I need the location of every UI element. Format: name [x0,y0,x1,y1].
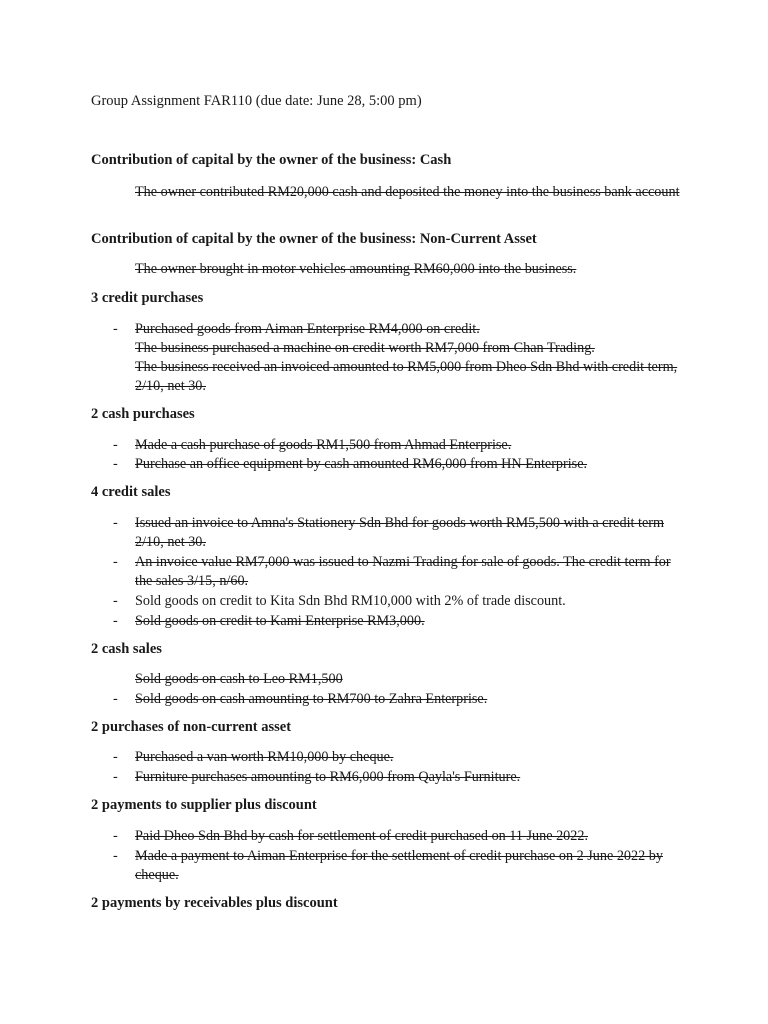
list-item-text: Sold goods on cash amounting to RM700 to Zahra Enterprise. [135,691,488,707]
list-item [113,592,683,611]
document-title: Group Assignment FAR110 (due date: June 28, 5:00 pm) [91,93,422,109]
list-item-text: Made a payment to Aiman Enterprise for the settlement of credit purchase on 2 June 2022 by cheque. [135,848,663,883]
list-item [113,768,683,787]
list-bullet: - [113,437,118,453]
list-item-text: Made a cash purchase of goods RM1,500 from Ahmad Enterprise. [135,437,512,453]
list-item [113,260,683,279]
list-item-text: Sold goods on credit to Kami Enterprise RM3,000. [135,613,425,629]
section-heading: 3 credit purchases [91,290,204,306]
list-bullet: - [113,593,118,609]
list-item-text: The owner brought in motor vehicles amounting RM60,000 into the business. [135,261,577,277]
list-item-text: The owner contributed RM20,000 cash and deposited the money into the business bank account [135,184,680,200]
section-heading: Contribution of capital by the owner of the business: Non-Current Asset [91,231,537,247]
section-heading: 2 payments by receivables plus discount [91,895,338,911]
list-item [113,514,683,551]
list-item-text: Purchased goods from Aiman Enterprise RM4,000 on credit. [135,321,480,337]
list-bullet: - [113,848,118,864]
list-item [113,320,683,339]
list-bullet: - [113,554,118,570]
list-item-text: An invoice value RM7,000 was issued to Nazmi Trading for sale of goods. The credit term for the sales 3/15, n/60. [135,554,671,589]
list-item [113,339,683,358]
list-bullet: - [113,613,118,629]
section-heading: 4 credit sales [91,484,171,500]
list-item [113,690,683,709]
list-item-text: Issued an invoice to Amna's Stationery Sdn Bhd for goods worth RM5,500 with a credit term 2/10, net 30. [135,515,665,550]
list-item-text: Sold goods on credit to Kita Sdn Bhd RM10,000 with 2% of trade discount. [135,593,566,609]
list-item [113,358,683,395]
section-heading: 2 cash sales [91,641,162,657]
list-item [113,827,683,846]
list-item [113,670,683,689]
list-item [113,553,683,590]
list-item [113,183,683,202]
list-item-text: Sold goods on cash to Leo RM1,500 [135,671,343,687]
list-bullet: - [113,769,118,785]
list-item-text: The business received an invoiced amounted to RM5,000 from Dheo Sdn Bhd with credit term, 2/10, net 30. [135,359,678,394]
section-heading: Contribution of capital by the owner of the business: Cash [91,152,452,168]
list-bullet: - [113,828,118,844]
list-item-text: Paid Dheo Sdn Bhd by cash for settlement of credit purchased on 11 June 2022. [135,828,588,844]
list-bullet: - [113,749,118,765]
list-item [113,847,683,884]
list-bullet: - [113,515,118,531]
section-heading: 2 purchases of non-current asset [91,719,292,735]
list-item-text: Purchased a van worth RM10,000 by cheque. [135,749,394,765]
section-heading: 2 payments to supplier plus discount [91,797,317,813]
list-bullet: - [113,456,118,472]
list-item [113,748,683,767]
list-item [113,455,683,474]
list-bullet: - [113,321,118,337]
list-item-text: Purchase an office equipment by cash amounted RM6,000 from HN Enterprise. [135,456,588,472]
list-bullet: - [113,691,118,707]
section-heading: 2 cash purchases [91,406,195,422]
list-item-text: Furniture purchases amounting to RM6,000 from Qayla's Furniture. [135,769,521,785]
list-item [113,436,683,455]
list-item-text: The business purchased a machine on credit worth RM7,000 from Chan Trading. [135,340,595,356]
list-item [113,612,683,631]
